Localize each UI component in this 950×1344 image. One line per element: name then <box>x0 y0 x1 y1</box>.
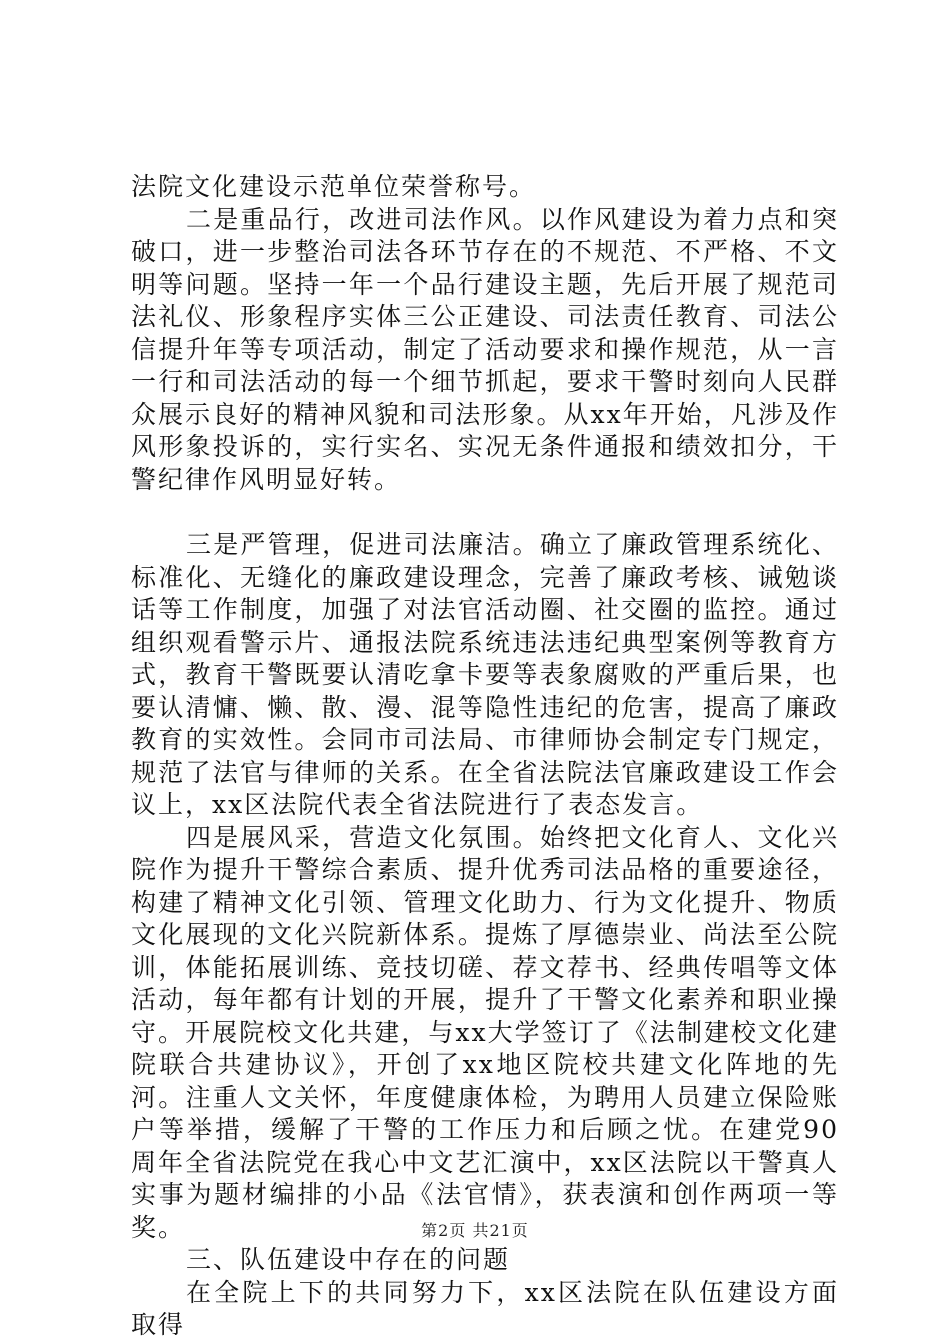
paragraph-cultural-atmosphere: 四是展风采，营造文化氛围。始终把文化育人、文化兴院作为提升干警综合素质、提升优秀司法品格的重要途径，构建了精神文化引领、管理文化助力、行为文化提升、物质文化展现的文化兴院新体系。提炼了厚德崇业、尚法至公院训，体能拓展训练、竞技切磋、荐文荐书、经典传唱等文体活动，每年都有计划的开展，提升了干警文化素养和职业操守。开展院校文化共建，与xx大学签订了《法制建校文化建院联合共建协议》，开创了xx地区院校共建文化阵地的先河。注重人文关怀，年度健康体检，为聘用人员建立保险账户等举措，缓解了干警的工作压力和后顾之忧。在建党90周年全省法院党在我心中文艺汇演中，xx区法院以干警真人实事为题材编排的小品《法官情》，获表演和创作两项一等奖。 <box>131 822 839 1242</box>
paragraph-continuation: 法院文化建设示范单位荣誉称号。 <box>131 172 537 201</box>
page-number-footer: 第2页 共21页 <box>421 1221 529 1240</box>
section-heading-problems: 三、队伍建设中存在的问题 <box>186 1245 511 1274</box>
document-body <box>131 171 839 1342</box>
paragraph-judicial-style: 二是重品行，改进司法作风。以作风建设为着力点和突破口，进一步整治司法各环节存在的不规范、不严格、不文明等问题。坚持一年一个品行建设主题，先后开展了规范司法礼仪、形象程序实体三公正建设、司法责任教育、司法公信提升年等专项活动，制定了活动要求和操作规范，从一言一行和司法活动的每一个细节抓起，要求干警时刻向人民群众展示良好的精神风貌和司法形象。从xx年开始，凡涉及作风形象投诉的，实行实名、实况无条件通报和绩效扣分，干警纪律作风明显好转。 <box>131 204 839 494</box>
paragraph-judicial-integrity: 三是严管理，促进司法廉洁。确立了廉政管理系统化、标准化、无缝化的廉政建设理念，完善了廉政考核、诫勉谈话等工作制度，加强了对法官活动圈、社交圈的监控。通过组织观看警示片、通报法院系统违法违纪典型案例等教育方式，教育干警既要认清吃拿卡要等表象腐败的严重后果，也要认清慵、懒、散、漫、混等隐性违纪的危害，提高了廉政教育的实效性。会同市司法局、市律师协会制定专门规定，规范了法官与律师的关系。在全省法院法官廉政建设工作会议上，xx区法院代表全省法院进行了表态发言。 <box>131 530 839 819</box>
paragraph-problems-intro: 在全院上下的共同努力下，xx区法院在队伍建设方面取得 <box>131 1277 839 1339</box>
